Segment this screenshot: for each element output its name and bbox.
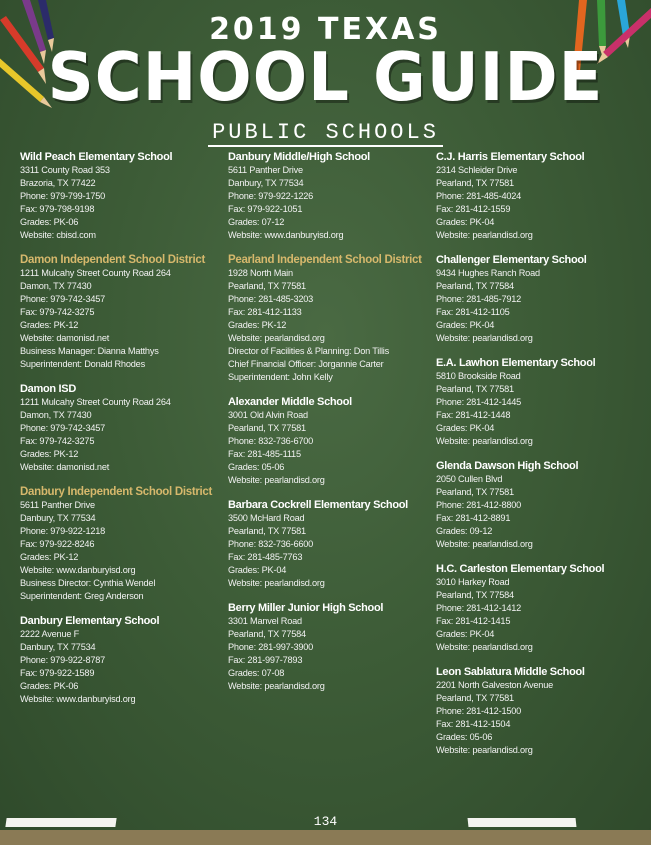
website-line: Website: pearlandisd.org [228,681,325,691]
info-line: 1211 Mulcahy Street County Road 264 [20,397,171,407]
info-line: Fax: 281-412-8891 [436,513,511,523]
info-line: Phone: 281-485-4024 [436,191,522,201]
school-name: Barbara Cockrell Elementary School [228,499,408,511]
info-line: Grades: PK-04 [436,629,495,639]
info-line: Pearland, TX 77581 [436,487,514,497]
info-line: Pearland, TX 77581 [228,281,306,291]
info-line: Grades: 05-06 [228,462,285,472]
info-line: Fax: 281-412-1105 [436,307,510,317]
school-name: Glenda Dawson High School [436,460,579,472]
info-line: Fax: 979-742-3275 [20,307,95,317]
info-line: Damon, TX 77430 [20,410,92,420]
info-line: Superintendent: John Kelly [228,372,333,382]
info-line: Phone: 979-742-3457 [20,423,106,433]
info-line: Grades: 05-06 [436,732,493,742]
school-name: Damon ISD [20,383,76,395]
info-line: Phone: 281-485-7912 [436,294,522,304]
school-name: E.A. Lawhon Elementary School [436,357,596,369]
info-line: Phone: 979-922-8787 [20,655,106,665]
info-line: Phone: 979-922-1218 [20,526,106,536]
website-line: Website: pearlandisd.org [436,745,533,755]
info-line: 5611 Panther Drive [228,165,303,175]
school-entry [436,357,641,448]
district-name: Danbury Independent School District [20,486,213,498]
info-line: Fax: 979-742-3275 [20,436,95,446]
info-line: Business Director: Cynthia Wendel [20,578,156,588]
website-line: Website: pearlandisd.org [436,436,533,446]
info-line: Director of Facilities & Planning: Don Tillis [228,346,390,356]
info-line: Fax: 979-922-8246 [20,539,95,549]
info-line: Fax: 979-798-9198 [20,204,95,214]
school-name: C.J. Harris Elementary School [436,151,585,163]
school-entry [436,254,641,345]
info-line: Grades: PK-12 [228,320,287,330]
district-entry [20,254,225,371]
info-line: 1211 Mulcahy Street County Road 264 [20,268,171,278]
school-name: Alexander Middle School [228,396,352,408]
info-line: Superintendent: Greg Anderson [20,591,144,601]
info-line: Fax: 281-485-7763 [228,552,303,562]
info-line: Grades: PK-12 [20,552,79,562]
info-line: Fax: 281-485-1115 [228,449,301,459]
info-line: Phone: 281-485-3203 [228,294,314,304]
info-line: Grades: PK-06 [20,681,79,691]
school-entry [20,383,225,474]
website-line: Website: pearlandisd.org [436,539,533,549]
school-entry [436,563,641,654]
district-name: Pearland Independent School District [228,254,422,266]
website-line: Website: pearlandisd.org [436,333,533,343]
district-entry [228,254,433,384]
page-number: 134 [313,814,338,829]
info-line: 3500 McHard Road [228,513,305,523]
info-line: Phone: 281-412-1445 [436,397,522,407]
info-line: Fax: 281-412-1559 [436,204,511,214]
info-line: Pearland, TX 77581 [228,526,306,536]
info-line: Grades: 07-08 [228,668,285,678]
info-line: Fax: 281-412-1133 [228,307,302,317]
info-line: Brazoria, TX 77422 [20,178,96,188]
school-entry [228,602,433,693]
info-line: Grades: PK-04 [436,320,495,330]
info-line: Grades: PK-04 [228,565,287,575]
school-entry [436,666,641,757]
school-entry [20,615,225,706]
website-line: Website: damonisd.net [20,462,110,472]
school-entry [20,151,225,242]
info-line: Fax: 281-412-1448 [436,410,511,420]
website-line: Website: www.danburyisd.org [20,694,136,704]
chalk-tray [0,830,651,845]
info-line: Phone: 281-997-3900 [228,642,314,652]
district-name: Damon Independent School District [20,254,205,266]
info-line: Grades: PK-12 [20,320,79,330]
info-line: Grades: 07-12 [228,217,285,227]
year-heading: 2019 TEXAS [209,12,442,47]
info-line: 3311 County Road 353 [20,165,110,175]
directory-column-2 [228,151,433,705]
info-line: 3001 Old Alvin Road [228,410,308,420]
info-line: Grades: PK-06 [20,217,79,227]
website-line: Website: pearlandisd.org [436,642,533,652]
website-line: Website: www.danburyisd.org [20,565,136,575]
info-line: Phone: 832-736-6600 [228,539,314,549]
info-line: Superintendent: Donald Rhodes [20,359,145,369]
info-line: Grades: 09-12 [436,526,493,536]
info-line: 2201 North Galveston Avenue [436,680,554,690]
info-line: 3301 Manvel Road [228,616,302,626]
website-line: Website: pearlandisd.org [436,230,533,240]
district-entry [20,486,225,603]
info-line: Fax: 281-412-1504 [436,719,511,729]
info-line: Phone: 281-412-1412 [436,603,522,613]
info-line: Phone: 979-922-1226 [228,191,314,201]
info-line: Pearland, TX 77581 [228,423,306,433]
section-subtitle [0,120,651,145]
info-line: 5810 Brookside Road [436,371,521,381]
info-line: 2050 Cullen Blvd [436,474,503,484]
school-name: Wild Peach Elementary School [20,151,173,163]
info-line: Chief Financial Officer: Jorgannie Carter [228,359,384,369]
directory-column-3 [436,151,641,769]
info-line: 9434 Hughes Ranch Road [436,268,540,278]
school-name: Leon Sablatura Middle School [436,666,585,678]
section-subtitle-text: PUBLIC SCHOOLS [208,120,443,147]
school-entry [228,396,433,487]
info-line: Fax: 281-412-1415 [436,616,511,626]
info-line: Phone: 281-412-1500 [436,706,522,716]
info-line: Business Manager: Dianna Matthys [20,346,159,356]
info-line: Pearland, TX 77584 [228,629,306,639]
school-name: Danbury Elementary School [20,615,160,627]
info-line: Danbury, TX 77534 [20,513,96,523]
website-line: Website: pearlandisd.org [228,475,325,485]
school-name: H.C. Carleston Elementary School [436,563,605,575]
website-line: Website: pearlandisd.org [228,578,325,588]
school-entry [436,460,641,551]
info-line: Phone: 281-412-8800 [436,500,522,510]
directory-column-1 [20,151,225,718]
info-line: Danbury, TX 77534 [228,178,304,188]
website-line: Website: damonisd.net [20,333,110,343]
info-line: Phone: 979-742-3457 [20,294,106,304]
website-line: Website: www.danburyisd.org [228,230,344,240]
info-line: Phone: 979-799-1750 [20,191,106,201]
info-line: Grades: PK-04 [436,217,495,227]
info-line: Fax: 281-997-7893 [228,655,303,665]
info-line: 1928 North Main [228,268,293,278]
info-line: Pearland, TX 77581 [436,693,514,703]
info-line: 2314 Schleider Drive [436,165,518,175]
school-name: Berry Miller Junior High School [228,602,384,614]
info-line: Pearland, TX 77584 [436,590,514,600]
info-line: 5611 Panther Drive [20,500,95,510]
school-entry [436,151,641,242]
info-line: Damon, TX 77430 [20,281,92,291]
info-line: Pearland, TX 77581 [436,384,514,394]
school-name: Challenger Elementary School [436,254,587,266]
school-entry [228,499,433,590]
info-line: Pearland, TX 77581 [436,178,514,188]
website-line: Website: pearlandisd.org [228,333,325,343]
page-title: SCHOOL GUIDE [47,39,604,117]
info-line: Grades: PK-04 [436,423,495,433]
info-line: 3010 Harkey Road [436,577,510,587]
school-name: Danbury Middle/High School [228,151,370,163]
info-line: Fax: 979-922-1051 [228,204,303,214]
info-line: Grades: PK-12 [20,449,79,459]
info-line: Fax: 979-922-1589 [20,668,95,678]
info-line: 2222 Avenue F [20,629,80,639]
school-entry [228,151,433,242]
website-line: Website: cbisd.com [20,230,96,240]
info-line: Pearland, TX 77584 [436,281,514,291]
info-line: Danbury, TX 77534 [20,642,96,652]
info-line: Phone: 832-736-6700 [228,436,314,446]
